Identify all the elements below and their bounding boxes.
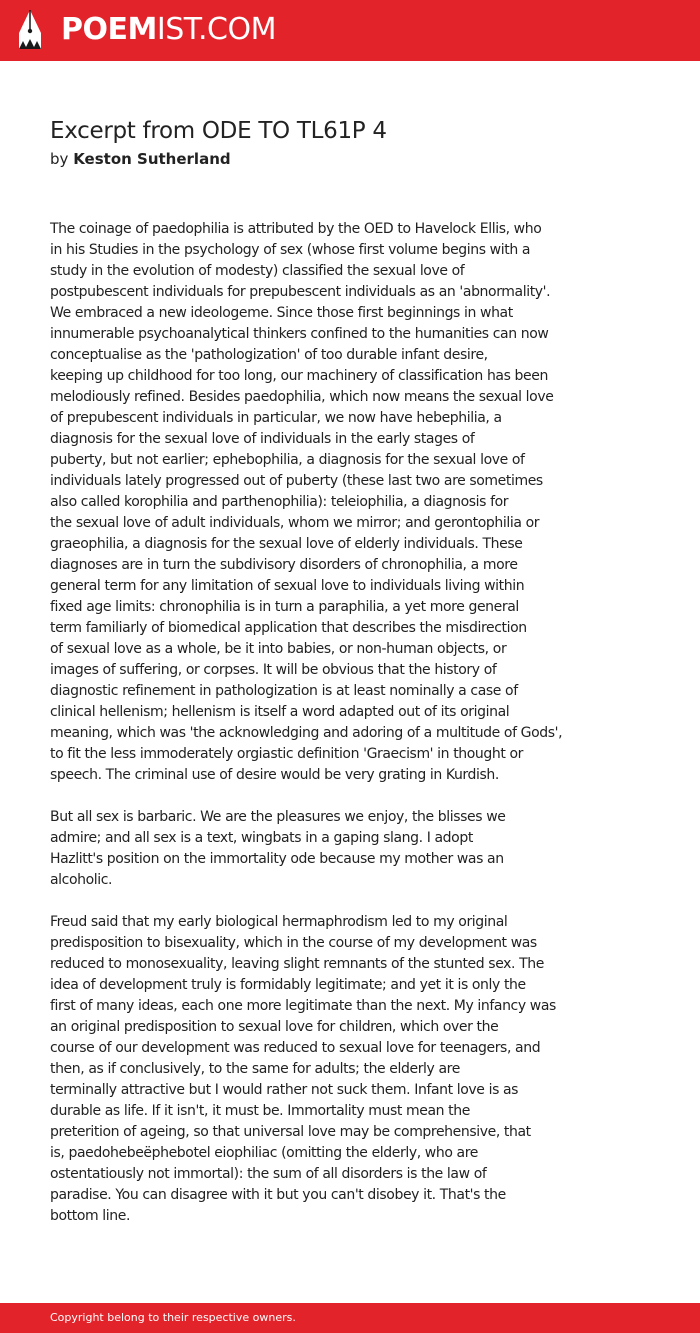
by-label: by (50, 150, 69, 168)
poem-line: of prepubescent individuals in particular, we now have hebephilia, a (50, 410, 502, 426)
poem-line: in his Studies in the psychology of sex (whose first volume begins with a (50, 242, 531, 258)
poem-line: ostentatiously not immortal): the sum of all disorders is the law of (50, 1166, 487, 1182)
poem-line: keeping up childhood for too long, our machinery of classification has been (50, 368, 548, 384)
poem-line: predisposition to bisexuality, which in the course of my development was (50, 935, 537, 951)
poem-line: diagnosis for the sexual love of individuals in the early stages of (50, 431, 475, 447)
poem-line: innumerable psychoanalytical thinkers confined to the humanities can now (50, 326, 549, 342)
poem-line: first of many ideas, each one more legitimate than the next. My infancy was (50, 998, 556, 1014)
poem-line: idea of development truly is formidably legitimate; and yet it is only the (50, 977, 526, 993)
site-header (0, 0, 700, 61)
poem-line: general term for any limitation of sexual love to individuals living within (50, 578, 525, 594)
pen-nib-icon (17, 9, 43, 51)
poem-line: bottom line. (50, 1208, 130, 1224)
poem-stanza (50, 807, 610, 891)
poem-line: terminally attractive but I would rather not suck them. Infant love is as (50, 1082, 519, 1098)
poem-line: fixed age limits: chronophilia is in turn a paraphilia, a yet more general (50, 599, 519, 615)
poem-line: clinical hellenism; hellenism is itself a word adapted out of its original (50, 704, 510, 720)
poem-line: diagnoses are in turn the subdivisory disorders of chronophilia, a more (50, 557, 518, 573)
poem-line: course of our development was reduced to sexual love for teenagers, and (50, 1040, 541, 1056)
poem-line: is, paedohebeëphebotel eiophiliac (omitting the elderly, who are (50, 1145, 478, 1161)
poem-line: reduced to monosexuality, leaving slight remnants of the stunted sex. The (50, 956, 544, 972)
poem-line: The coinage of paedophilia is attributed by the OED to Havelock Ellis, who (50, 221, 542, 237)
poem-stanza (50, 912, 610, 1227)
poem-line: the sexual love of adult individuals, whom we mirror; and gerontophilia or (50, 515, 540, 531)
poem-line: speech. The criminal use of desire would be very grating in Kurdish. (50, 767, 499, 783)
poem-line: conceptualise as the 'pathologization' of too durable infant desire, (50, 347, 488, 363)
poem-line: diagnostic refinement in pathologization is at least nominally a case of (50, 683, 518, 699)
poem-line: individuals lately progressed out of puberty (these last two are sometimes (50, 473, 543, 489)
site-footer (0, 1303, 700, 1333)
byline (50, 149, 231, 169)
poem-title: Excerpt from ODE TO TL61P 4 (50, 118, 387, 144)
poem-line: also called korophilia and parthenophilia): teleiophilia, a diagnosis for (50, 494, 509, 510)
author-name: Keston Sutherland (73, 150, 231, 168)
poem-line: melodiously refined. Besides paedophilia, which now means the sexual love (50, 389, 554, 405)
poem-line: graeophilia, a diagnosis for the sexual love of elderly individuals. These (50, 536, 523, 552)
poem-line: admire; and all sex is a text, wingbats in a gaping slang. I adopt (50, 830, 473, 846)
site-logo-link[interactable] (61, 12, 276, 48)
poem-line: of sexual love as a whole, be it into babies, or non-human objects, or (50, 641, 507, 657)
logo-text-bold: POEM (61, 12, 157, 47)
poem-line: an original predisposition to sexual love for children, which over the (50, 1019, 499, 1035)
poem-line: then, as if conclusively, to the same for adults; the elderly are (50, 1061, 460, 1077)
poem-line: But all sex is barbaric. We are the pleasures we enjoy, the blisses we (50, 809, 506, 825)
poem-line: Hazlitt's position on the immortality ode because my mother was an (50, 851, 504, 867)
poem-line: durable as life. If it isn't, it must be. Immortality must mean the (50, 1103, 470, 1119)
poem-line: Freud said that my early biological hermaphrodism led to my original (50, 914, 508, 930)
poem-line: to fit the less immoderately orgiastic definition 'Graecism' in thought or (50, 746, 524, 762)
poem-line: paradise. You can disagree with it but you can't disobey it. That's the (50, 1187, 506, 1203)
poem-line: study in the evolution of modesty) classified the sexual love of (50, 263, 465, 279)
poem-body (50, 219, 610, 1248)
poem-line: puberty, but not earlier; ephebophilia, a diagnosis for the sexual love of (50, 452, 525, 468)
poem-line: We embraced a new ideologeme. Since those first beginnings in what (50, 305, 513, 321)
poem-stanza (50, 219, 610, 786)
poem-line: images of suffering, or corpses. It will be obvious that the history of (50, 662, 497, 678)
logo-text-light: IST.COM (156, 12, 276, 47)
poem-line: alcoholic. (50, 872, 113, 888)
poem-line: meaning, which was 'the acknowledging and adoring of a multitude of Gods', (50, 725, 563, 741)
poem-line: postpubescent individuals for prepubescent individuals as an 'abnormality'. (50, 284, 551, 300)
poem-line: term familiarly of biomedical application that describes the misdirection (50, 620, 527, 636)
copyright-text: Copyright belong to their respective owners. (50, 1311, 296, 1324)
poem-line: preterition of ageing, so that universal love may be comprehensive, that (50, 1124, 531, 1140)
